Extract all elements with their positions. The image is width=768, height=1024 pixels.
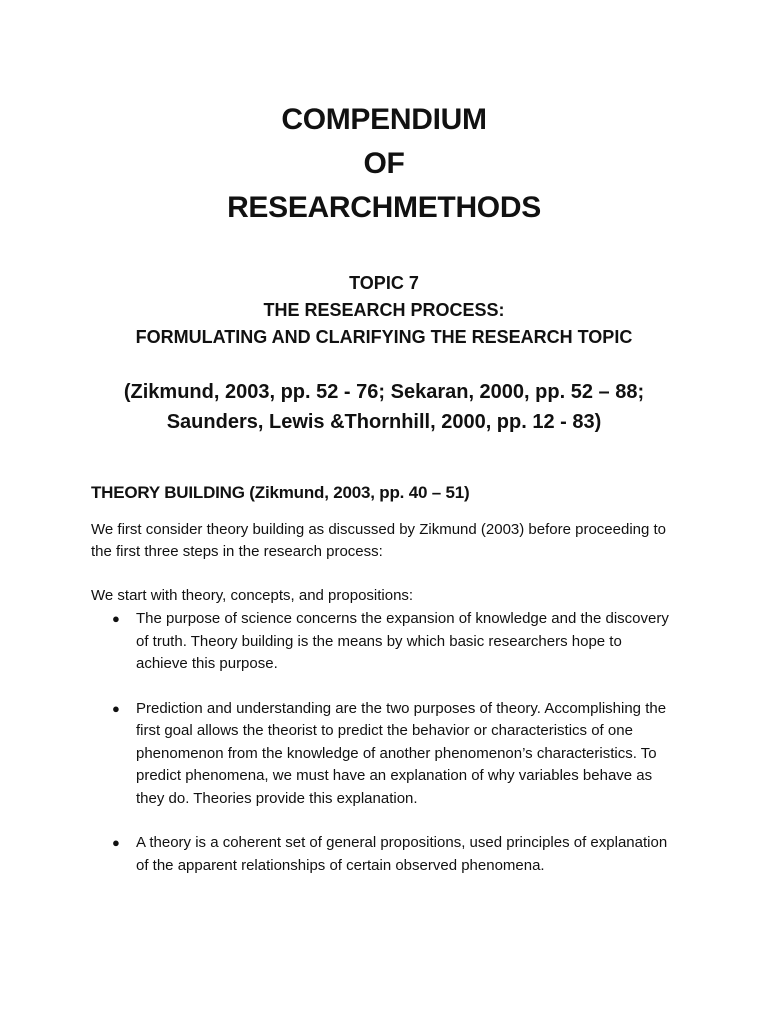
- list-item: [112, 698, 672, 811]
- topic-title-line-2: FORMULATING AND CLARIFYING THE RESEARCH TOPIC: [135, 327, 633, 347]
- title-line-3: RESEARCHMETHODS: [227, 191, 541, 224]
- bullet-icon: ●: [112, 700, 120, 716]
- reference-line-2: Saunders, Lewis &Thornhill, 2000, pp. 12 - 83): [166, 411, 602, 433]
- topic-heading: [0, 270, 768, 351]
- intro-paragraph: We first consider theory building as discussed by Zikmund (2003) before proceeding to the first three steps in the research process:: [91, 521, 667, 560]
- bullet-icon: ●: [112, 835, 120, 850]
- list-item: [112, 608, 672, 676]
- title-line-1: COMPENDIUM: [281, 103, 487, 136]
- list-item: [112, 832, 672, 877]
- bullet-icon: ●: [112, 611, 120, 626]
- topic-number: TOPIC 7: [349, 273, 419, 293]
- bullet-text: A theory is a coherent set of general propositions, used principles of explanation of the apparent relationships of certain observed phenomena.: [136, 834, 668, 874]
- bullet-list: [112, 608, 672, 899]
- references: [0, 377, 768, 437]
- reference-line-1: (Zikmund, 2003, pp. 52 - 76; Sekaran, 2000, pp. 52 – 88;: [123, 381, 645, 403]
- topic-title-line-1: THE RESEARCH PROCESS:: [263, 300, 505, 320]
- bullet-text: Prediction and understanding are the two purposes of theory. Accomplishing the first goal allows the theorist to predict the behavior or characteristics of one phenomenon from the knowledge of another phenomenon’s characteristics. To predict phenomena, we must have an explanation of why variables behave as they do. Theories provide this explanation.: [136, 699, 667, 807]
- title-line-2: OF: [363, 147, 405, 180]
- document-title: [0, 98, 768, 230]
- section-heading: THEORY BUILDING (Zikmund, 2003, pp. 40 – 51): [91, 483, 470, 502]
- lead-sentence: We start with theory, concepts, and propositions:: [91, 587, 414, 604]
- bullet-text: The purpose of science concerns the expansion of knowledge and the discovery of truth. Theory building is the means by which basic researchers hope to achieve this purpose.: [136, 610, 669, 672]
